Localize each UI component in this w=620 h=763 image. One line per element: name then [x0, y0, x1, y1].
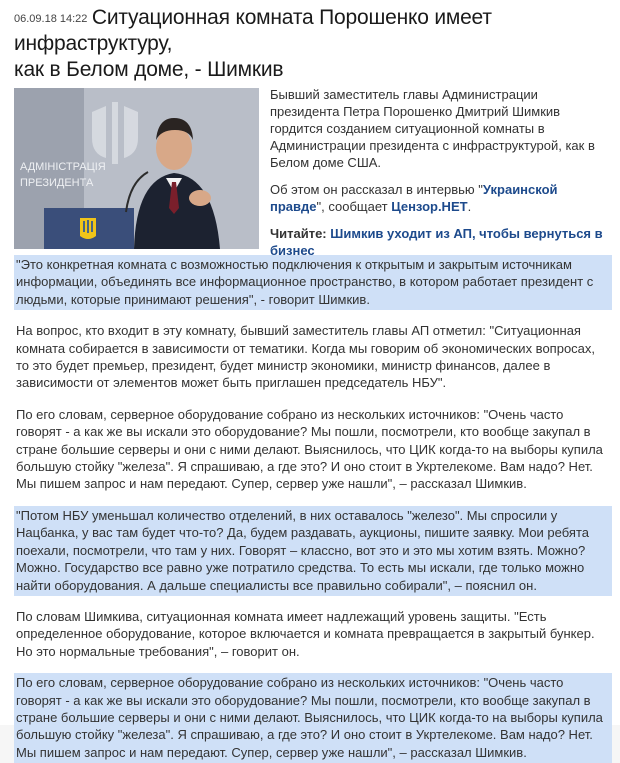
body-paragraph-1: "Это конкретная комната с возможностью подключения к открытым и закрытым источникам информации, объединять все информационное пространство, в котором работает президент с людьми, которые принимают решения", - говорит Шимкив.: [14, 255, 612, 310]
read-also: [270, 225, 608, 259]
article-body: [14, 255, 612, 763]
body-paragraph-5: По словам Шимкива, ситуационная комната имеет надлежащий уровень защиты. "Есть определенное оборудование, которое включается и комната превращается в закрытый бункер. Но это нормальные требования", – говорит он.: [16, 608, 595, 659]
source-prefix: Об этом он рассказал в интервью ": [270, 182, 483, 197]
body-paragraph-3: По его словам, серверное оборудование собрано из нескольких источников: "Очень часто говорят - а как же вы искали это оборудование? Мы пошли, посмотрели, кто вообще закупал в стране большие серверы и они с ними делают. Выяснилось, что ЦИК когда-то на выборы купила большую стойку "железа". Я спрашиваю, а где это? И оно стоит в Укртелекоме. Вам надо? Нет. Мы пишем запрос и нам передают. Супер, сервер уже нашли", – рассказал Шимкив.: [16, 406, 603, 492]
source-link-censor[interactable]: Цензор.НЕТ: [391, 199, 468, 214]
body-paragraph-6: По его словам, серверное оборудование собрано из нескольких источников: "Очень часто говорят - а как же вы искали это оборудование? Мы пошли, посмотрели, кто вообще закупал в стране большие серверы и они с ними делают. Выяснилось, что ЦИК когда-то на выборы купила большую стойку "железа". Я спрашиваю, а где это? И оно стоит в Укртелекоме. Вам надо? Нет. Мы пишем запрос и нам передают. Супер, сервер уже нашли", – рассказал Шимкив.: [14, 673, 612, 763]
timestamp: 06.09.18 14:22: [14, 13, 88, 25]
article-title: Ситуационная комната Порошенко имеет инфраструктуру,: [14, 6, 492, 55]
article-header: [14, 6, 612, 82]
lead-paragraph: Бывший заместитель главы Администрации президента Петра Порошенко Дмитрий Шимкив гордится созданием ситуационной комнаты в Администрации президента с инфраструктурой, как в Белом доме США.: [270, 87, 595, 170]
read-also-label: Читайте:: [270, 226, 327, 241]
article-photo: [14, 88, 259, 249]
photo-caption-2: ПРЕЗИДЕНТА: [20, 177, 94, 189]
read-also-link[interactable]: Шимкив уходит из АП, чтобы вернуться в бизнес: [270, 226, 603, 258]
trident-emblem-icon: [80, 218, 96, 239]
body-paragraph-4: "Потом НБУ уменьшал количество отделений, в них оставалось "железо". Мы спросили у Нацбанка, у вас там будет что-то? Да, будем раздавать, аукционы, пишите заявку. Мои ребята поехали, посмотрели, что там у них. Говорят – классно, вот это и это мы хотим взять. Можно? Можно. Государство все равно уже потратило средства. То есть мы искали, где только можно найти оборудования. А дальше специалисты все правильно собирали", – пояснил он.: [14, 506, 612, 596]
source-middle: ", сообщает: [316, 199, 392, 214]
source-suffix: .: [467, 199, 472, 214]
lead-section: [14, 86, 612, 258]
lead-text: [270, 86, 608, 269]
body-paragraph-2: На вопрос, кто входит в эту комнату, бывший заместитель главы АП отметил: "Ситуационная комната собирается в зависимости от тематики. Когда мы говорим об экономических вопросах, то это будет премьер, президент, будет министр экономики, министр финансов, далее в зависимости от элементов может быть приглашен председатель НБУ".: [16, 323, 596, 391]
article-title-line2: как в Белом доме, - Шимкив: [14, 58, 284, 81]
source-paragraph: [270, 181, 608, 215]
photo-caption-1: АДМІНІСТРАЦІЯ: [20, 161, 106, 173]
source-link-up[interactable]: Украинской правде: [270, 182, 558, 214]
